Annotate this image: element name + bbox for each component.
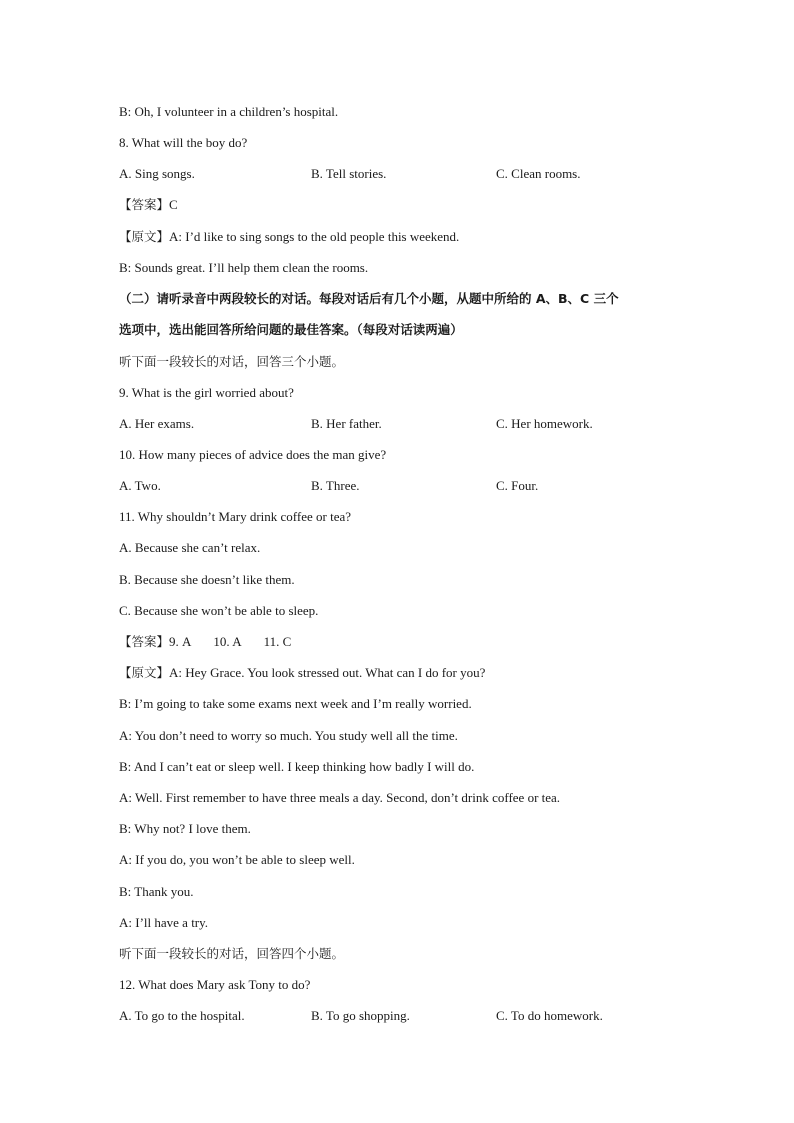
answer-tag: 【答案】 xyxy=(119,197,170,212)
question-10-option-c: C. Four. xyxy=(496,478,539,493)
question-11-option-b: B. Because she doesn’t like them. xyxy=(119,572,295,587)
question-8-option-b: B. Tell stories. xyxy=(311,166,387,181)
section-2-instruction-line-2: 选项中，选出能回答所给问题的最佳答案。（每段对话读两遍） xyxy=(119,322,463,337)
transcript-8-line-a xyxy=(119,229,459,245)
transcript-9-line-9: A: I’ll have a try. xyxy=(119,915,209,930)
transcript-9-line-2: B: I’m going to take some exams next week and I’m really worried. xyxy=(119,696,472,711)
transcript-tag: 【原文】 xyxy=(119,665,170,680)
question-10: 10. How many pieces of advice does the man give? xyxy=(119,447,387,462)
transcript-text: A: Hey Grace. You look stressed out. What can I do for you? xyxy=(169,665,486,680)
question-9: 9. What is the girl worried about? xyxy=(119,385,294,400)
transcript-text: A: I’d like to sing songs to the old people this weekend. xyxy=(169,229,460,244)
answers-9-11 xyxy=(119,634,291,650)
transcript-8-line-b: B: Sounds great. I’ll help them clean the rooms. xyxy=(119,260,369,275)
question-9-option-c: C. Her homework. xyxy=(496,416,593,431)
question-12: 12. What does Mary ask Tony to do? xyxy=(119,977,311,992)
question-9-option-b: B. Her father. xyxy=(311,416,382,431)
answer-9: 9. A xyxy=(169,634,192,649)
question-8-option-c: C. Clean rooms. xyxy=(496,166,581,181)
section-2-instruction-line-1: （二）请听录音中两段较长的对话。每段对话后有几个小题，从题中所给的 A、B、C 三个 xyxy=(119,291,619,306)
transcript-9-line-4: B: And I can’t eat or sleep well. I keep thinking how badly I will do. xyxy=(119,759,475,774)
question-10-option-b: B. Three. xyxy=(311,478,360,493)
question-11: 11. Why shouldn’t Mary drink coffee or tea? xyxy=(119,509,352,524)
question-10-option-a: A. Two. xyxy=(119,478,161,493)
answer-11: 11. C xyxy=(263,634,292,649)
question-8: 8. What will the boy do? xyxy=(119,135,248,150)
transcript-9-line-7: A: If you do, you won’t be able to sleep well. xyxy=(119,852,355,867)
transcript-9-line-8: B: Thank you. xyxy=(119,884,194,899)
dialogue-intro-2: 听下面一段较长的对话，回答四个小题。 xyxy=(119,946,345,961)
question-11-option-a: A. Because she can’t relax. xyxy=(119,540,261,555)
transcript-9-line-1 xyxy=(119,665,485,681)
answer-8 xyxy=(119,197,178,213)
transcript-9-line-3: A: You don’t need to worry so much. You study well all the time. xyxy=(119,728,458,743)
transcript-9-line-6: B: Why not? I love them. xyxy=(119,821,251,836)
question-12-option-a: A. To go to the hospital. xyxy=(119,1008,245,1023)
question-12-option-b: B. To go shopping. xyxy=(311,1008,410,1023)
dialogue-intro-1: 听下面一段较长的对话，回答三个小题。 xyxy=(119,354,345,369)
transcript-tag: 【原文】 xyxy=(119,229,170,244)
question-12-option-c: C. To do homework. xyxy=(496,1008,603,1023)
question-9-option-a: A. Her exams. xyxy=(119,416,195,431)
answer-10: 10. A xyxy=(213,634,242,649)
question-8-option-a: A. Sing songs. xyxy=(119,166,195,181)
transcript-9-line-5: A: Well. First remember to have three meals a day. Second, don’t drink coffee or tea. xyxy=(119,790,561,805)
answer-tag: 【答案】 xyxy=(119,634,170,649)
question-11-option-c: C. Because she won’t be able to sleep. xyxy=(119,603,319,618)
dialogue-line: B: Oh, I volunteer in a children’s hospital. xyxy=(119,104,339,119)
answer-value: C xyxy=(169,197,178,212)
